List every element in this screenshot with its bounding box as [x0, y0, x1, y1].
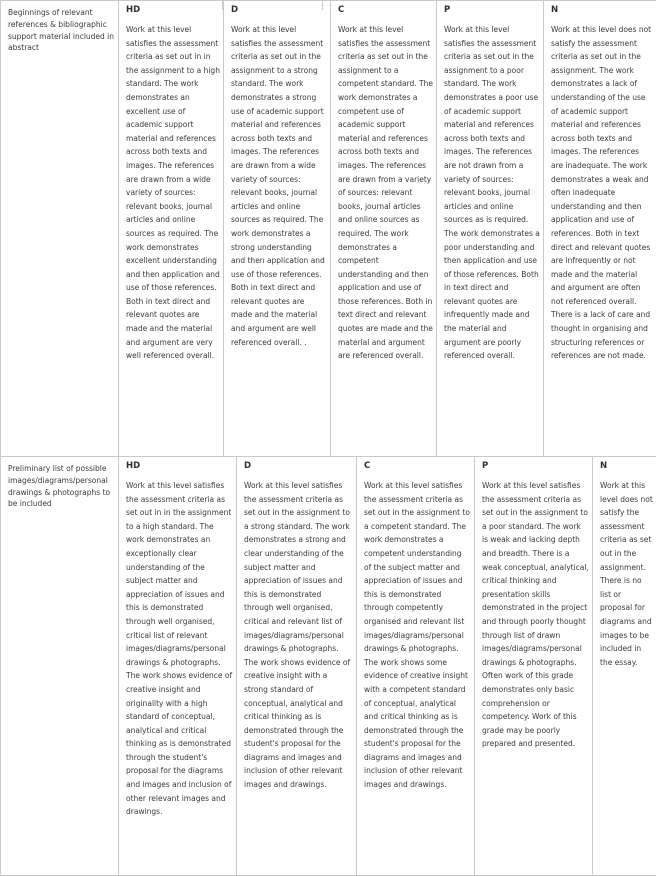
grade-label: P — [444, 5, 451, 15]
grade-label: D — [231, 5, 239, 15]
level-description: Work at this level satisfies the assessment criteria as set out in the assignment to a strong standard. The work demonstrates a strong use of academic support material and references across both texts and images. The references are drawn from a wide variety of sources: relevant books, journal articles and online sources as required. The work demonstrates a strong understanding and then application and use of those references. Both in text direct and relevant quotes are made and the material and argument are well referenced overall. . — [231, 25, 325, 347]
grade-label: HD — [126, 461, 141, 471]
level-cell-p — [437, 1, 544, 457]
level-description: Work at this level satisfies the assessment criteria as set out in the assignment to a competent standard. The work demonstrates a competent use of academic support material and references across both texts and images. The references are drawn from a variety of sources: relevant books, journal articles and online sources as required. The work demonstrates a competent understanding and then application and use of those references. Both in text direct and relevant quotes are made and the material and argument are referenced overall. — [338, 25, 434, 361]
level-description: Work at this level does not satisfy the assessment criteria as set out in the assignment. There is no list or proposal for diagrams and images to be included in the essay. — [600, 481, 653, 667]
level-description: Work at this level satisfies the assessment criteria as set out in the assignment to a poor standard. The work is weak and lacking depth and breadth. There is a weak conceptual, analytical, critical thinking and presentation skills demonstrated in the project and through poorly thought through list of drawn images/diagrams/personal drawings & photographs. Often work of this grade demonstrates only basic comprehension or competency. Work of this grade may be poorly prepared and presented. — [482, 481, 589, 749]
grade-label: D — [244, 461, 252, 471]
grade-label: P — [482, 461, 489, 471]
level-description: Work at this level satisfies the assessment criteria as set out in in the assignment to a high standard. The work demonstrates an excellent use of academic support material and references across both texts and images. The references are drawn from a wide variety of sources: relevant books, journal articles and online sources as required. The work demonstrates excellent understanding and then application and use of those references. Both in text direct and relevant quotes are made and the material and argument are very well referenced overall. — [126, 25, 220, 361]
level-cell-n — [544, 1, 656, 457]
criterion-cell — [1, 457, 119, 876]
level-description: Work at this level satisfies the assessment criteria as set out in the assignment to a competent standard. The work demonstrates a competent understanding of the subject matter and appreciation of issues and this is demonstrated through competently organised and relevant list images/diagrams/personal drawings & photographs. The work shows some evidence of creative insight with a competent standard of conceptual, analytical and critical thinking as is demonstrated through the student's proposal for the diagrams and images and inclusion of other relevant images and drawings. — [364, 481, 470, 790]
grade-label: N — [600, 461, 608, 471]
level-description: Work at this level satisfies the assessment criteria as set out in the assignment to a strong standard. The work demonstrates a strong and clear understanding of the subject matter and appreciation of issues and this is demonstrated through well organised, critical and relevant list of images/diagrams/personal drawings & photographs. The work shows evidence of creative insight with a strong standard of conceptual, analytical and critical thinking as is demonstrated through the student's proposal for the diagrams and images and inclusion of other relevant images and drawings. — [244, 481, 351, 790]
cell-divider-stub — [222, 1, 223, 10]
cell-divider-stub — [322, 1, 323, 10]
level-description: Work at this level satisfies the assessment criteria as set out in the assignment to a poor standard. The work demonstrates a poor use of academic support material and references across both texts and images. The references are not drawn from a variety of sources: relevant books, journal articles and online sources as is required. The work demonstrates a poor understanding and then application and use of those references. Both in text direct and relevant quotes are infrequently made and the material and argument are poorly referenced overall. — [444, 25, 540, 361]
grade-label: C — [338, 5, 345, 15]
grade-label: HD — [126, 5, 141, 15]
grade-label: N — [551, 5, 559, 15]
level-description: Work at this level satisfies the assessment criteria as set out in in the assignment to a high standard. The work demonstrates an exceptionally clear understanding of the subject matter and appreciation of issues and this is demonstrated through well organised, critical list of relevant images/diagrams/personal drawings & photographs. The work shows evidence of creative insight and originality with a high standard of conceptual, analytical and critical thinking as is demonstrated through the student's proposal for the diagrams and images and inclusion of other relevant images and drawings. — [126, 481, 233, 817]
grade-label: C — [364, 461, 371, 471]
rubric-row-images — [0, 456, 656, 876]
criterion-text: Preliminary list of possible images/diagrams/personal drawings & photographs to be included — [8, 464, 111, 509]
level-cell-p — [475, 457, 593, 876]
criterion-text: Beginnings of relevant references & bibliographic support material included in abstract — [8, 8, 115, 53]
level-cell-hd — [119, 457, 237, 876]
level-cell-d — [224, 1, 331, 457]
level-cell-hd — [119, 1, 224, 457]
level-cell-d — [237, 457, 357, 876]
level-cell-c — [357, 457, 475, 876]
level-cell-n — [593, 457, 656, 876]
criterion-cell — [1, 1, 119, 457]
level-description: Work at this level does not satisfy the assessment criteria as set out in the assignment. The work demonstrates a lack of understanding of the use of academic support material and references across both texts and images. The references are inadequate. The work demonstrates a weak and often inadequate understanding and then application and use of references. Both in text direct and relevant quotes are infrequently or not made and the material and argument are often not referenced overall. There is a lack of care and thought in organising and structuring references or references are not made. — [551, 25, 652, 361]
level-cell-c — [331, 1, 437, 457]
